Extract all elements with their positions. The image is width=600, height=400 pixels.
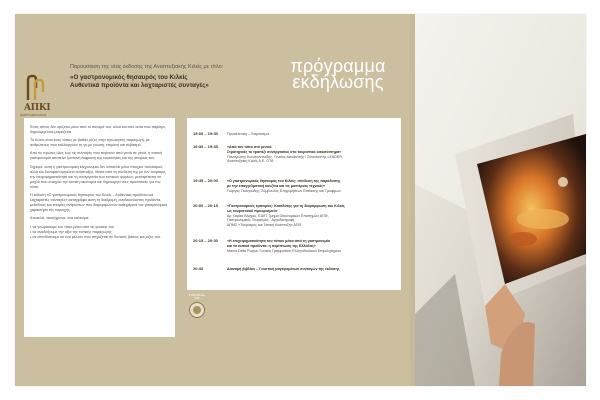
- schedule-head-2: και τα τοπικά προϊόντα: η περίπτωση της Ελλάδας»: [227, 243, 316, 248]
- schedule-body: [227, 204, 395, 228]
- schedule-time: 20:00 – 20:15: [193, 203, 218, 208]
- logo-mark-icon: [24, 74, 46, 102]
- schedule-speaker: Marco Della Puppa, Γενικός Γραμματέας Ελληνοϊταλικού Επιμελητηρίου: [227, 248, 342, 253]
- schedule-head: Προσέλευση – Χαιρετισμοί: [227, 132, 270, 136]
- call-list-item: • να γνωρίσουμε τον τόπο μέσα από τις γεύσεις του: [30, 224, 114, 229]
- book-photo: [415, 14, 586, 386]
- intro-block: [70, 64, 292, 90]
- paragraph-3: Από τις πρώτες ύλες έως τις συνταγές που περνούν από γενιά σε γενιά, η τοπική γαστρονομία αποτελεί ζωντανή έκφραση της ταυτότητας και της ιστορίας του.: [30, 151, 162, 161]
- schedule-head: «Γαστρονομικές εμπειρίες: Καταλύτης για τη διαμόρφωση του Κιλκίς: [227, 204, 345, 208]
- book-photo-icon: [415, 14, 586, 386]
- paragraph-2: Το Κιλκίς είναι ένας τόπος με βαθιές ρίζες στην πρωτογενή παραγωγή, με ανθρώπους που καλλιεργούν τη γη με γνώση, επιμονή και σεβασμό.: [30, 138, 150, 148]
- paragraph-6: Αποτελεί, ταυτόχρονα, ένα κάλεσμα:: [30, 216, 90, 221]
- schedule-head: «Ο γαστρονομικός θησαυρός του Κιλκίς: σύνδεση της παράδοσης: [227, 179, 341, 183]
- schedule-body: [227, 267, 395, 272]
- schedule-body: [227, 179, 395, 193]
- call-list: [30, 225, 169, 240]
- intro-text-column: [24, 118, 175, 337]
- intro-title-1: «Ο γαστρονομικός θησαυρός του Κιλκίς: [70, 74, 188, 81]
- intro-line: Παρουσίαση της νέας έκδοσης της Αναπτυξιακής Κιλκίς με τίτλο:: [70, 64, 224, 70]
- schedule-speaker: Γιώργος Παληούδης, Σύμβουλος Επιχειρήσεων Εστίασης και Τροφίμων: [227, 188, 341, 193]
- schedule-head: «Η επιχειρηματικότητα του τόπου μέσα από τη γαστρονομία: [227, 239, 330, 243]
- schedule-body: [227, 132, 395, 137]
- program-title: [283, 58, 393, 90]
- schedule-time: 19:30 – 19:45: [193, 144, 218, 149]
- paragraph-5: Η έκδοση «Ο γαστρονομικός θησαυρός του Κιλκίς – Αυθεντικά προϊόντα και λαχταριστές συνταγές» καταγράφει αυτή τη διαδρομή, αναδεικνύοντας προϊόντα, μεθόδους και ιστορίες ανθρώπων που διαμορφώνουν καθημερινά τον γαστρονομικό χαρακτήρα της περιοχής.: [30, 193, 168, 213]
- schedule-speaker: ΔΠΜΣ «Τουρισμός και Τοπική Ανάπτυξη» ΑΠΘ: [227, 223, 302, 228]
- schedule-speaker: Γαστρονομικός Τουρισμός - Αγροδιατροφή,: [227, 218, 296, 223]
- schedule-panel: [187, 118, 401, 290]
- seal-icon: [189, 302, 205, 318]
- schedule-head-2: με την επαγγελματική κουζίνα και τις μοντέρνες τεχνικές»: [227, 183, 326, 188]
- schedule-speaker: Παναγιώτης Κωνσταντινίδης, Γενικός Διευθυντής / Συντονιστής LEADER,: [227, 154, 343, 159]
- schedule-time: 19:45 – 20:00: [193, 178, 218, 183]
- schedule-body: [227, 145, 395, 164]
- call-list-item: • να επενδύσουμε σε ένα μέλλον που στηρίζεται σε δυνατές βάσεις και ρίζες του.: [30, 234, 161, 239]
- schedule-speaker: Αναπτυξιακή Κιλκίς Α.Ε. ΟΤΑ: [227, 159, 274, 164]
- schedule-speaker: Δρ Χαρίτα Βλάχου, ΕΔΙΠ, Τμήμα Οικονομικών Επιστημών ΑΠΘ,: [227, 213, 329, 218]
- schedule-time: 20:30: [193, 266, 204, 271]
- schedule-body: [227, 239, 395, 253]
- call-list-item: • να αναδείξουμε την αξία της τοπικής παραγωγής: [30, 229, 112, 234]
- schedule-time: 20:15 – 20:30: [193, 238, 218, 243]
- program-title-line2: εκδήλωσης: [292, 72, 384, 92]
- intro-title-2: Αυθεντικά προϊόντα και λαχταριστές συνταγές»: [70, 81, 209, 89]
- logo-wordmark: ΑΠΚΙ: [24, 103, 51, 113]
- logo-subtitle: ΑΝΑΠΤΥΞΙΑΚΗ ΚΙΛΚΙΣ: [20, 114, 47, 117]
- schedule-time: 19:00 – 19:30: [193, 131, 218, 136]
- schedule-head: «Από τον τόπο στο μενού:: [227, 145, 273, 149]
- partner-emblem: [186, 294, 208, 319]
- emblem-caption: ΣΤΗΝ ΟΜΑΔΑ ΜΑΣ: [188, 294, 206, 300]
- paragraph-4: Σήμερα, αυτή η γαστρονομική κληρονομιά δεν αποτελεί μόνο στοιχείο πολιτισμού, αλλά και δυναμικό εργαλείο ανάπτυξης. Μέσα από τη σύνδεση της με τον τουρισμό, την επιχειρηματικότητα και τη συνεργασία των τοπικών φορέων, μετατρέπεται σε μοχλό που ενισχύει την τοπική οικονομία και δημιουργεί νέες προοπτικές για τον τόπο.: [30, 164, 167, 189]
- schedule-head-2: Στρατηγικές το τραπέζι συνεργασίας στο τουριστικό οικοσύστημα»: [227, 149, 342, 154]
- schedule-head: Διανομή βιβλίου – Γευστική μαγειρεμένων συνταγών της έκδοσης: [227, 267, 340, 271]
- paragraph-1: Ένας τόπος δεν ορίζεται μόνο από το σύνορά του, αλλά και από αυτά που παράγει, δημιουργεί και μοιράζεται.: [30, 125, 166, 135]
- program-title-line1: πρόγραμμα: [290, 56, 386, 76]
- schedule-head-2: ως τουριστικού προορισμού»: [227, 208, 278, 213]
